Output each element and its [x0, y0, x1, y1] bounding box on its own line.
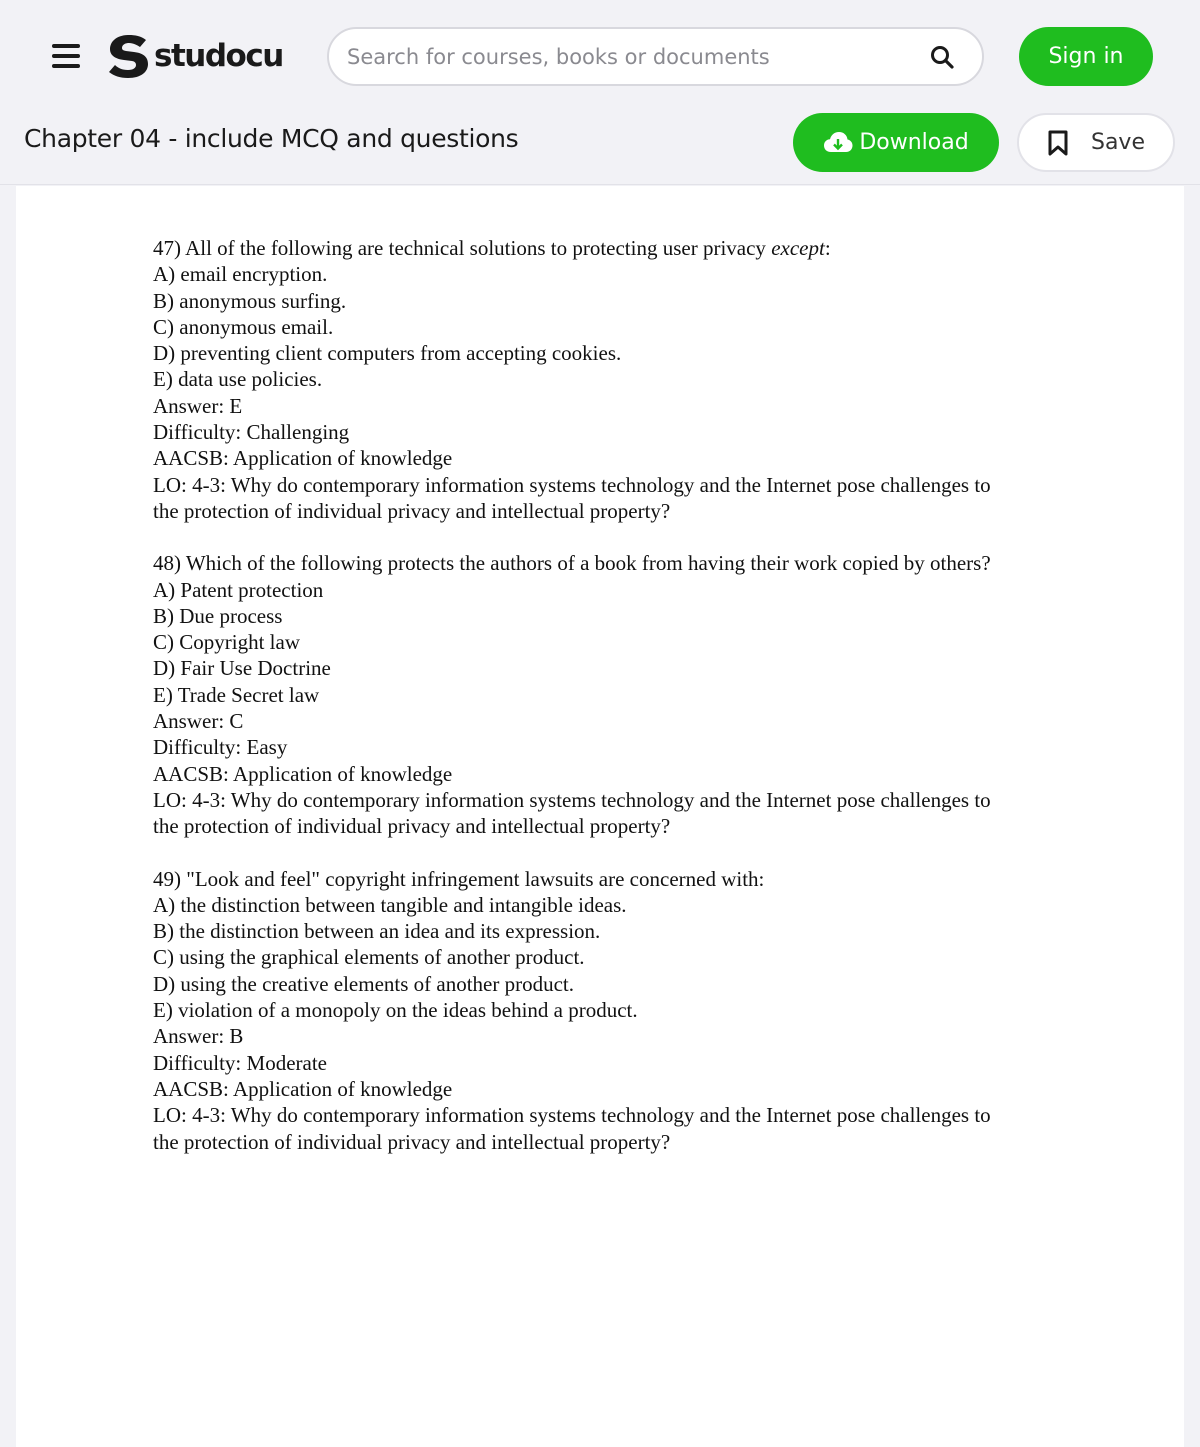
aacsb: AACSB: Application of knowledge: [153, 1076, 453, 1101]
document-title: Chapter 04 - include MCQ and questions: [24, 124, 519, 153]
difficulty: Difficulty: Moderate: [153, 1050, 327, 1075]
option-b: B) anonymous surfing.: [153, 288, 347, 313]
learning-objective: LO: 4-3: Why do contemporary information systems technology and the Internet pose challenges to the protection of individual privacy and intellectual property?: [153, 787, 991, 839]
search-icon[interactable]: [928, 43, 956, 71]
bookmark-icon: [1047, 130, 1069, 156]
search-bar: [327, 27, 984, 86]
answer: Answer: E: [153, 393, 243, 418]
document-page: [16, 186, 1184, 1447]
download-button[interactable]: [793, 113, 999, 172]
question-stem: 49) "Look and feel" copyright infringement lawsuits are concerned with:: [153, 866, 765, 891]
option-a: A) the distinction between tangible and intangible ideas.: [153, 892, 627, 917]
save-button[interactable]: [1017, 113, 1175, 172]
studocu-logo[interactable]: [106, 32, 283, 80]
option-d: D) Fair Use Doctrine: [153, 656, 331, 681]
studocu-logo-icon: [106, 33, 152, 79]
option-d: D) preventing client computers from accepting cookies.: [153, 341, 622, 366]
download-label: Download: [859, 130, 969, 155]
top-header: [0, 0, 1200, 185]
difficulty: Difficulty: Challenging: [153, 420, 350, 445]
learning-objective: LO: 4-3: Why do contemporary information systems technology and the Internet pose challenges to the protection of individual privacy and intellectual property?: [153, 1103, 991, 1154]
option-e: E) Trade Secret law: [153, 682, 320, 707]
document-content: [153, 235, 1013, 1181]
option-a: A) Patent protection: [153, 577, 324, 602]
question-48: [153, 550, 1013, 839]
sign-in-label: Sign in: [1048, 44, 1124, 69]
aacsb: AACSB: Application of knowledge: [153, 761, 453, 786]
option-a: A) email encryption.: [153, 262, 328, 287]
option-e: E) violation of a monopoly on the ideas behind a product.: [153, 998, 638, 1023]
option-c: C) Copyright law: [153, 630, 300, 655]
question-49: [153, 866, 1013, 1155]
answer: Answer: C: [153, 709, 244, 734]
question-stem: 48) Which of the following protects the authors of a book from having their work copied by others?: [153, 551, 991, 576]
difficulty: Difficulty: Easy: [153, 735, 288, 760]
menu-icon[interactable]: [52, 44, 80, 68]
option-c: C) anonymous email.: [153, 314, 334, 339]
cloud-download-icon: [823, 130, 853, 156]
search-input[interactable]: [347, 37, 907, 77]
option-e: E) data use policies.: [153, 367, 323, 392]
option-b: B) Due process: [153, 603, 283, 628]
logo-wordmark: studocu: [154, 38, 283, 74]
save-label: Save: [1090, 130, 1145, 155]
question-stem: 47) All of the following are technical solutions to protecting user privacy except:: [153, 236, 831, 260]
option-b: B) the distinction between an idea and its expression.: [153, 919, 601, 944]
question-47: [153, 235, 1013, 524]
aacsb: AACSB: Application of knowledge: [153, 446, 453, 471]
learning-objective: LO: 4-3: Why do contemporary information systems technology and the Internet pose challenges to the protection of individual privacy and intellectual property?: [153, 472, 991, 523]
answer: Answer: B: [153, 1024, 244, 1049]
option-c: C) using the graphical elements of another product.: [153, 945, 585, 970]
option-d: D) using the creative elements of another product.: [153, 971, 575, 996]
sign-in-button[interactable]: [1019, 27, 1153, 86]
